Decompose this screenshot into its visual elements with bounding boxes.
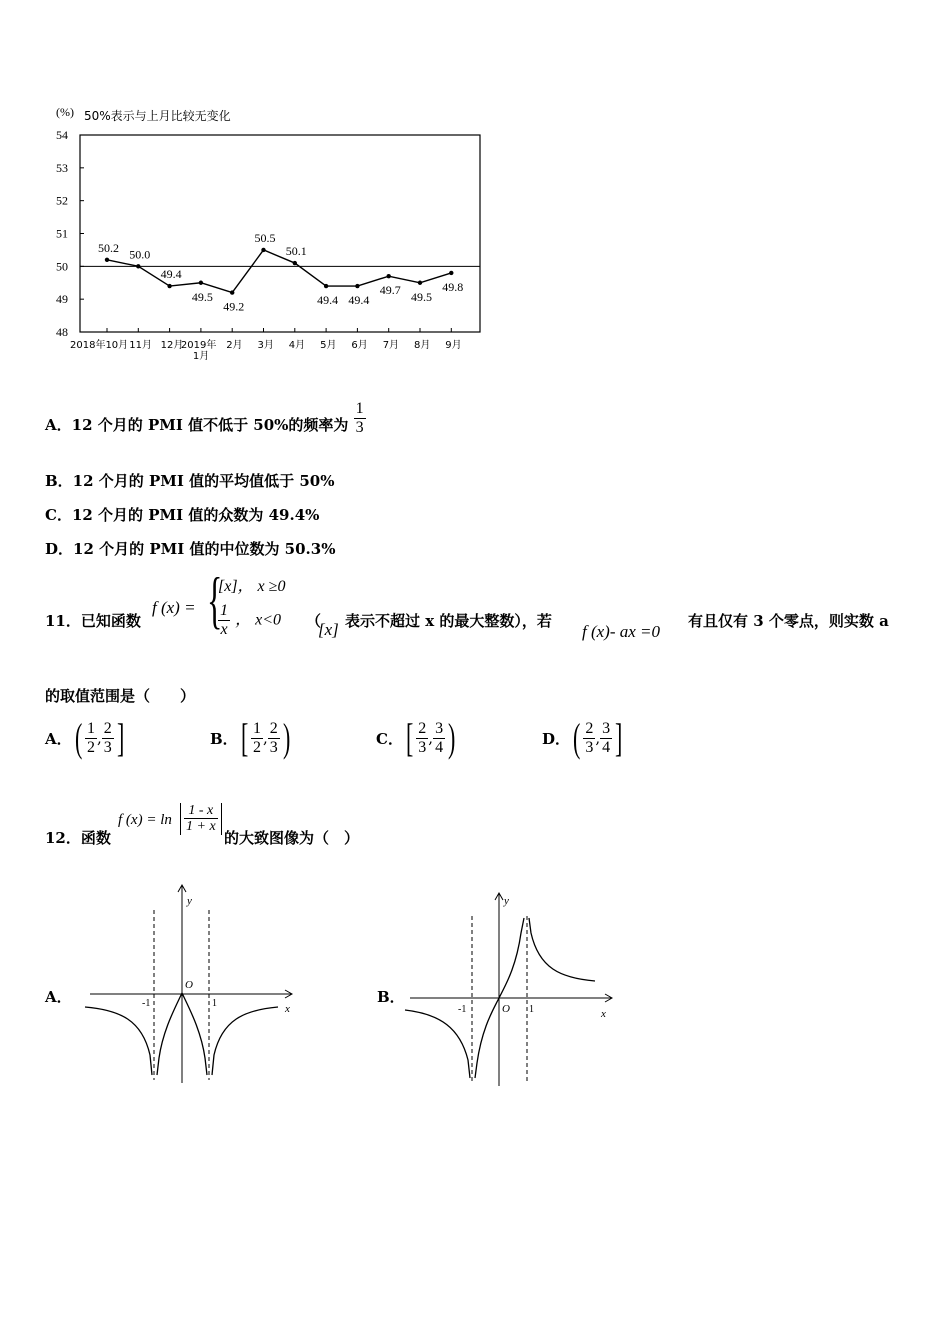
- x-tick-label: 4月: [288, 340, 306, 351]
- interval-lower-fraction: [416, 720, 428, 756]
- fraction-numerator: 2: [269, 719, 278, 737]
- q11-option-b: [210, 715, 293, 760]
- q11-prefix: 11．已知函数: [45, 612, 141, 630]
- q11-line2: 的取值范围是（ ）: [45, 687, 196, 705]
- x-tick-label: 3月: [257, 340, 274, 351]
- y-axis-label: y: [504, 895, 509, 907]
- interval-left-bracket: (: [573, 715, 581, 760]
- data-point: [167, 284, 171, 288]
- q11-case2-fraction: [218, 602, 230, 638]
- data-label: 49.4: [160, 267, 182, 282]
- data-label: 49.8: [442, 279, 464, 294]
- data-label: 50.5: [254, 230, 276, 245]
- q12-fraction: [184, 803, 218, 835]
- x-axis-label: x: [601, 1008, 606, 1020]
- option-label: B．: [210, 729, 238, 748]
- q11-suffix: 有且仅有 3 个零点，则实数 a: [688, 612, 889, 630]
- data-point: [105, 258, 109, 262]
- fraction-denominator: 3: [103, 738, 112, 756]
- fraction-numerator: 1: [253, 719, 262, 737]
- q11-case1: [x]， x ≥0: [218, 578, 286, 595]
- tick-pos-one: 1: [529, 1004, 534, 1015]
- q10-option-b: B．12 个月的 PMI 值的平均值低于 50%: [45, 472, 335, 490]
- fraction-denominator: 1 + x: [186, 819, 216, 835]
- chart-ylabel: (%): [56, 105, 74, 119]
- tick-pos-one: 1: [212, 998, 217, 1009]
- data-point: [293, 261, 297, 265]
- q11-explain: 表示不超过 x 的最大整数），若: [345, 612, 552, 630]
- q12-abs-value: [180, 803, 222, 835]
- q11-case2-condition: ， x<0: [235, 611, 281, 629]
- q10-option-a: [45, 400, 366, 444]
- curve-b-left: [405, 1010, 470, 1078]
- interval-comma: ,: [428, 729, 434, 747]
- origin-label: O: [185, 979, 193, 991]
- interval-right-bracket: ]: [116, 715, 125, 760]
- fraction-denominator: 4: [602, 738, 611, 756]
- curve-b-right: [529, 918, 595, 981]
- interval-lower-fraction: [251, 720, 263, 756]
- x-tick-label: 2月: [226, 340, 243, 351]
- interval-left-bracket: [: [405, 715, 414, 760]
- fraction-numerator: 1: [355, 400, 364, 417]
- curve-a-right: [212, 1007, 278, 1075]
- q11-option-c: [376, 715, 458, 760]
- data-label: 49.5: [191, 289, 213, 304]
- fraction-numerator: 3: [602, 719, 611, 737]
- origin-label: O: [502, 1003, 510, 1015]
- q12-graph-a: [80, 880, 300, 1085]
- fraction-numerator: 2: [585, 719, 594, 737]
- y-tick-label: 48: [56, 325, 68, 339]
- option-label: D．: [542, 729, 571, 748]
- data-label: 50.2: [98, 240, 119, 255]
- fraction-denominator: 3: [355, 418, 364, 436]
- data-label: 49.4: [348, 293, 370, 308]
- q12-graph-b-label: B．: [377, 988, 405, 1006]
- interval-lower-fraction: [85, 720, 97, 756]
- piecewise-brace: {: [207, 564, 223, 635]
- curve-a-left: [85, 1007, 152, 1075]
- x-tick-label: 7月: [382, 340, 400, 351]
- fraction-denominator: 3: [585, 738, 594, 756]
- q11-fx: f (x) =: [152, 598, 196, 617]
- fraction-numerator: 2: [103, 719, 112, 737]
- data-label: 49.4: [317, 293, 339, 308]
- interval-right-bracket: ): [282, 715, 291, 760]
- y-tick-label: 49: [56, 292, 68, 307]
- data-label: 50.1: [285, 244, 307, 259]
- fraction-numerator: 1: [86, 719, 95, 737]
- x-tick-label: 8月: [414, 340, 431, 351]
- y-tick-label: 54: [56, 128, 68, 142]
- q11-equation: f (x)- ax =0: [582, 622, 661, 641]
- y-axis-label: y: [187, 895, 192, 907]
- q10-option-a-text: A．12 个月的 PMI 值不低于 50%的频率为: [45, 416, 349, 435]
- fraction-numerator: 2: [418, 719, 427, 737]
- interval-upper-fraction: [600, 720, 612, 756]
- fraction-denominator: 4: [435, 738, 444, 756]
- q10-option-a-fraction: [354, 400, 366, 436]
- x-tick-label: 6月: [351, 340, 368, 351]
- x-tick-label: 5月: [320, 340, 337, 351]
- y-tick-label: 53: [56, 160, 68, 175]
- data-label: 49.5: [411, 289, 432, 304]
- interval-upper-fraction: [102, 720, 114, 756]
- interval-upper-fraction: [433, 720, 445, 756]
- data-point: [449, 271, 453, 275]
- interval-comma: ,: [595, 729, 601, 747]
- q11-case2: [218, 602, 281, 638]
- y-tick-label: 50: [56, 259, 68, 274]
- q11-option-d: [542, 715, 625, 760]
- x-tick-label: [181, 338, 216, 362]
- q12-fx: f (x) = ln: [118, 812, 172, 828]
- data-point: [199, 281, 203, 285]
- data-label: 50.0: [129, 247, 151, 262]
- fraction-denominator: 3: [269, 738, 278, 756]
- q10-option-c: C．12 个月的 PMI 值的众数为 49.4%: [45, 506, 320, 524]
- pmi-chart: [40, 95, 510, 370]
- interval-comma: ,: [263, 729, 268, 747]
- y-tick-label: 51: [56, 226, 68, 241]
- fraction-denominator: 3: [418, 738, 427, 756]
- interval-lower-fraction: [583, 720, 595, 756]
- interval-left-bracket: (: [74, 715, 82, 760]
- interval-upper-fraction: [268, 720, 280, 756]
- fraction-numerator: 1 - x: [184, 803, 218, 819]
- x-tick-label-line1: 2019年: [180, 340, 217, 351]
- data-point: [324, 284, 328, 288]
- x-tick-label: 9月: [445, 340, 462, 351]
- x-axis-label: x: [285, 1003, 290, 1015]
- q12-prefix: 12．函数: [45, 829, 111, 847]
- fraction-numerator: 1: [220, 602, 228, 619]
- data-point: [261, 248, 265, 252]
- fraction-numerator: 3: [435, 719, 444, 737]
- option-label: A．: [45, 729, 72, 748]
- tick-neg-one: -1: [142, 998, 151, 1009]
- q10-option-d: D．12 个月的 PMI 值的中位数为 50.3%: [45, 540, 336, 558]
- fraction-denominator: 2: [86, 738, 95, 756]
- option-label: C．: [376, 729, 403, 748]
- data-point: [418, 281, 422, 285]
- q11-bracket-x: [x]: [318, 620, 339, 639]
- x-tick-label-line2: 1月: [192, 351, 210, 362]
- x-tick-label: 12月: [160, 340, 184, 351]
- q12-graph-a-label: A．: [45, 988, 72, 1006]
- data-point: [387, 274, 391, 278]
- x-tick-label: 11月: [129, 340, 153, 351]
- fraction-denominator: 2: [253, 738, 262, 756]
- interval-left-bracket: [: [240, 715, 249, 760]
- chart-title: 50%表示与上月比较无变化: [84, 109, 231, 123]
- y-tick-label: 52: [56, 193, 68, 208]
- q12-suffix: 的大致图像为（ ）: [224, 829, 360, 847]
- tick-neg-one: -1: [458, 1004, 467, 1015]
- data-point: [136, 264, 140, 268]
- data-label: 49.2: [223, 299, 245, 314]
- interval-comma: ,: [96, 729, 102, 747]
- data-point: [230, 290, 234, 294]
- interval-right-bracket: ]: [615, 715, 623, 760]
- data-label: 49.7: [379, 283, 401, 298]
- q11-option-a: [45, 715, 127, 760]
- data-point: [355, 284, 359, 288]
- interval-right-bracket: ): [448, 715, 456, 760]
- fraction-denominator: x: [220, 620, 228, 638]
- q12-graph-b: [400, 888, 620, 1088]
- x-tick-label: 2018年10月: [70, 340, 129, 351]
- q11-paren-open: （: [306, 612, 322, 630]
